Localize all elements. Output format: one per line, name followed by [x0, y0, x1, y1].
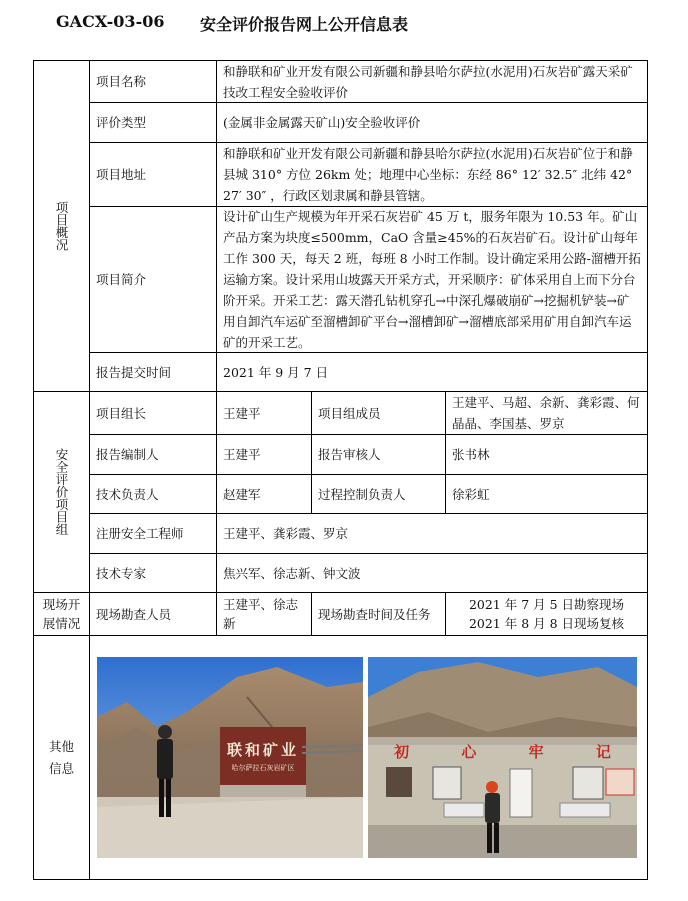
expert-label: 技术专家 [96, 565, 147, 581]
slogan-char-4: 记 [595, 743, 611, 761]
engineer-value: 王建平、龚彩霞、罗京 [223, 526, 349, 541]
slogan-char-3: 牢 [528, 743, 544, 761]
address-value: 和静联和矿业开发有限公司新疆和静县哈尔萨拉(水泥用)石灰岩矿位于和静县城 310° 方位 26km 处；地理中心坐标：东经 86° 12′ 32.5″ 北纬 42° 27′ 30″ ，行政区划隶属和静县管辖。 [223, 146, 633, 203]
address-label: 项目地址 [96, 167, 147, 182]
section-overview [34, 61, 89, 391]
members-label: 项目组成员 [318, 405, 381, 421]
section-site-label: 现场开展情况 [42, 597, 81, 631]
reviewer-value: 张书林 [452, 447, 490, 462]
members-value: 王建平、马超、余新、龚彩霞、何晶晶、李国基、罗京 [452, 395, 640, 431]
tech-lead-label: 技术负责人 [96, 486, 159, 502]
slogan-char-1: 初 [394, 743, 410, 761]
section-overview-label: 项目概况 [54, 201, 69, 251]
slogan-char-2: 心 [461, 743, 477, 761]
site-staff-label: 现场勘查人员 [96, 606, 172, 622]
intro-value: 设计矿山生产规模为年开采石灰岩矿 45 万 t，服务年限为 10.53 年。矿山产品方案为块度≤500mm，CaO 含量≥45%的石灰岩矿石。设计矿山每年工作 300 天，每天 2 班，每班 8 小时工作制。设计确定采用公路-溜槽开拓运输方案。设计采用山坡露天开采方式，开采顺序：矿体采用自上而下分台阶开采。开采工艺：露天潜孔钻机穿孔→中深孔爆破崩矿→挖掘机铲装→矿用自卸汽车运矿至溜槽卸矿平台→溜槽卸矿→溜槽底部采用矿用自卸汽车运矿的开采工艺。 [223, 209, 641, 350]
submit-date-label: 报告提交时间 [96, 364, 172, 380]
project-name-value: 和静联和矿业开发有限公司新疆和静县哈尔萨拉(水泥用)石灰岩矿露天采矿技改工程安全验收评价 [223, 63, 633, 100]
reviewer-label: 报告审核人 [318, 447, 381, 462]
tech-lead-value: 赵建军 [223, 486, 261, 502]
section-other-label: 其他信息 [48, 738, 74, 776]
form-code: GACX-03-06 [56, 12, 165, 31]
engineer-label: 注册安全工程师 [96, 526, 184, 541]
site-time-line-2: 2021 年 8 月 8 日现场复核 [468, 616, 625, 631]
header [0, 12, 688, 38]
expert-value: 焦兴军、徐志新、钟文波 [223, 565, 361, 581]
site-photo-building [368, 657, 637, 858]
intro-label: 项目简介 [96, 272, 147, 287]
page-title: 安全评价报告网上公开信息表 [200, 15, 409, 34]
site-time-line-1: 2021 年 7 月 5 日勘察现场 [468, 597, 625, 612]
section-team-label: 安全评价项目组 [54, 448, 69, 536]
site-photo-entrance [97, 657, 363, 858]
sign-mine: 哈尔萨拉石灰岩矿区 [231, 764, 295, 772]
process-lead-label: 过程控制负责人 [318, 486, 406, 502]
section-team [34, 392, 89, 592]
slogan-sign [368, 741, 637, 763]
site-time-value [446, 593, 647, 635]
site-time-label: 现场勘查时间及任务 [318, 606, 431, 622]
eval-type-value: (金属非金属露天矿山)安全验收评价 [223, 115, 421, 130]
author-label: 报告编制人 [96, 447, 159, 462]
submit-date-value: 2021 年 9 月 7 日 [223, 364, 329, 380]
site-staff-value: 王建平、徐志新 [223, 597, 299, 631]
author-value: 王建平 [223, 447, 261, 462]
eval-type-label: 评价类型 [96, 115, 147, 130]
leader-value: 王建平 [223, 405, 261, 421]
leader-label: 项目组长 [96, 405, 147, 421]
project-name-label: 项目名称 [96, 74, 147, 89]
process-lead-value: 徐彩虹 [452, 486, 490, 502]
sign-company: 联和矿业 [226, 741, 299, 759]
